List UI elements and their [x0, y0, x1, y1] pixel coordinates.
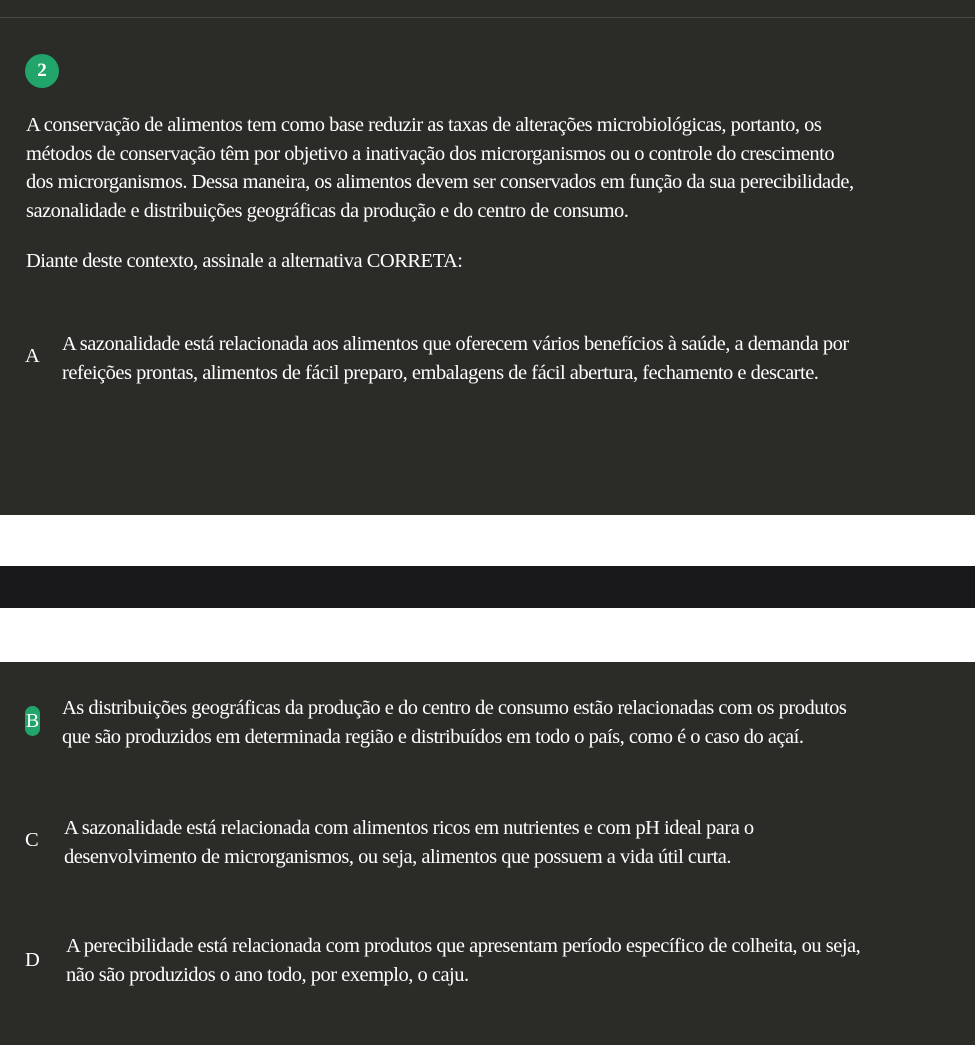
stem-line: dos microrganismos. Dessa maneira, os alimentos devem ser conservados em função da sua perecibilidade, — [26, 171, 854, 193]
option-line: refeições prontas, alimentos de fácil preparo, embalagens de fácil abertura, fechamento e descarte. — [62, 361, 819, 384]
stem-line: sazonalidade e distribuições geográficas da produção e do centro de consumo. — [26, 199, 629, 222]
option-c[interactable] — [0, 814, 975, 884]
question-panel — [0, 0, 975, 515]
option-b[interactable] — [0, 694, 975, 764]
white-band — [0, 608, 975, 662]
option-line: As distribuições geográficas da produção e do centro de consumo estão relacionadas com os produtos — [62, 697, 847, 719]
stem-line: métodos de conservação têm por objetivo a inativação dos microrganismos ou o controle do crescimento — [26, 142, 835, 165]
option-a[interactable] — [0, 330, 975, 400]
option-text — [62, 694, 846, 751]
white-band — [0, 515, 975, 566]
question-number-badge: 2 — [25, 54, 59, 88]
option-d[interactable] — [0, 932, 975, 1002]
divider — [0, 17, 975, 18]
option-line: que são produzidos em determinada região e distribuídos em todo o país, como é o caso do açaí. — [62, 725, 804, 748]
stem-line: A conservação de alimentos tem como base reduzir as taxas de alterações microbiológicas, portanto, os — [26, 114, 822, 136]
option-line: não são produzidos o ano todo, por exemplo, o caju. — [66, 963, 469, 986]
option-line: desenvolvimento de microrganismos, ou seja, alimentos que possuem a vida útil curta. — [64, 845, 732, 868]
option-line: A perecibilidade está relacionada com produtos que apresentam período específico de colheita, ou seja, — [66, 935, 861, 957]
option-text — [64, 814, 754, 871]
option-line: A sazonalidade está relacionada aos alimentos que oferecem vários benefícios à saúde, a demanda por — [62, 333, 849, 355]
option-line: A sazonalidade está relacionada com alimentos ricos em nutrientes e com pH ideal para o — [64, 817, 754, 839]
option-letter: D — [25, 949, 40, 971]
option-letter: C — [25, 829, 39, 851]
question-stem — [26, 111, 961, 225]
option-letter: A — [25, 345, 40, 367]
option-text — [66, 932, 860, 989]
dark-band — [0, 566, 975, 608]
selected-option-letter: B — [25, 706, 40, 736]
option-text — [62, 330, 849, 387]
question-prompt: Diante deste contexto, assinale a alternativa CORRETA: — [26, 250, 463, 272]
